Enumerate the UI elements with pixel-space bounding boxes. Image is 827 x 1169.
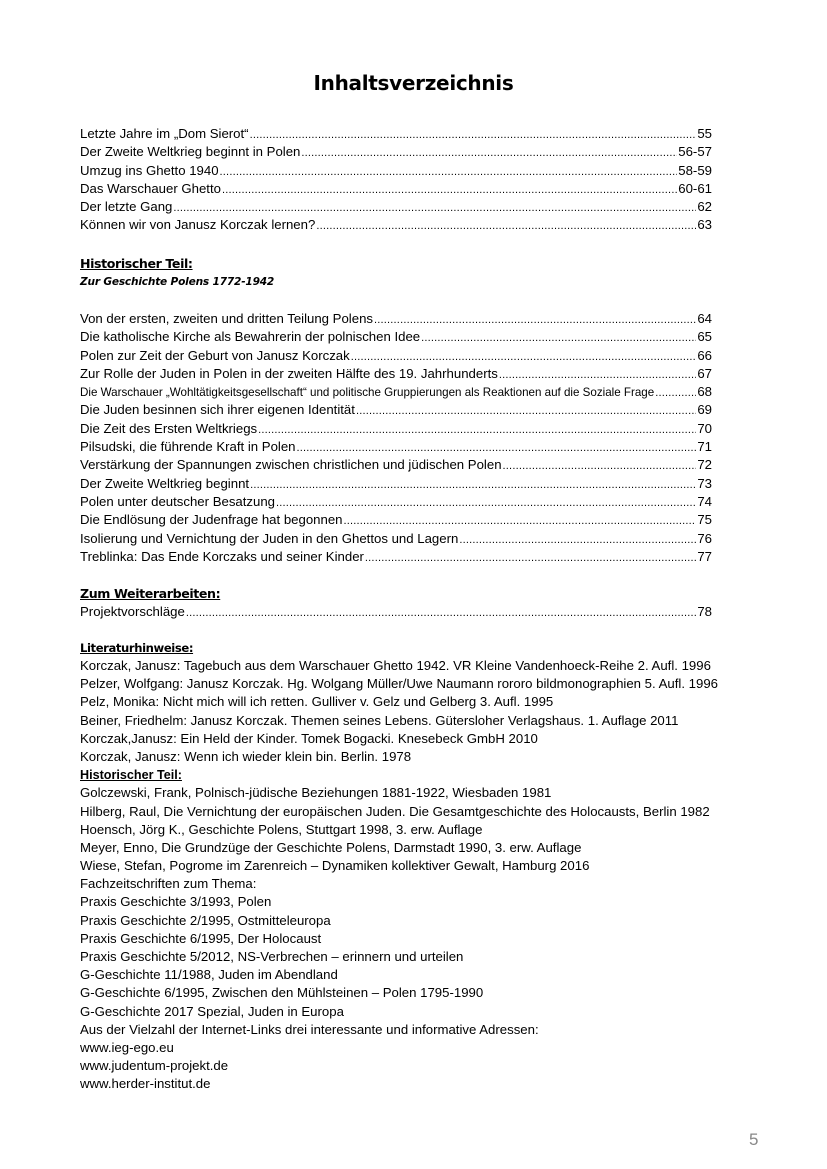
toc-entry[interactable] [80, 162, 712, 180]
toc-leader-dots [250, 476, 696, 494]
literature-entry: G-Geschichte 6/1995, Zwischen den Mühlsteinen – Polen 1795-1990 [80, 985, 484, 1001]
toc-leader-dots [351, 348, 697, 366]
toc-entry-title: Isolierung und Vernichtung der Juden in den Ghettos und Lagern [80, 530, 459, 546]
toc-entry-page: 55 [697, 126, 712, 141]
toc-entry[interactable] [80, 420, 712, 438]
toc-leader-dots [186, 604, 697, 622]
literature-entry: Beiner, Friedhelm: Janusz Korczak. Themen seines Lebens. Gütersloher Verlagshaus. 1. Auflage 2011 [80, 712, 679, 728]
literature-list [80, 657, 760, 1094]
toc-leader-dots [250, 126, 697, 144]
toc-leader-dots [276, 494, 696, 512]
toc-leader-dots [258, 421, 696, 439]
web-link[interactable]: www.judentum-projekt.de [80, 1058, 229, 1074]
literature-entry: G-Geschichte 2017 Spezial, Juden in Europa [80, 1003, 344, 1019]
toc-entry-page: 72 [697, 457, 712, 473]
toc-entry[interactable] [80, 475, 712, 493]
toc-entry-title: Können wir von Janusz Korczak lernen? [80, 217, 316, 233]
toc-entry-page: 64 [697, 311, 712, 326]
literature-entry: Hoensch, Jörg K., Geschichte Polens, Stuttgart 1998, 3. erw. Auflage [80, 821, 483, 837]
literature-entry: Korczak, Janusz: Wenn ich wieder klein bin. Berlin. 1978 [80, 748, 412, 764]
toc-entry[interactable] [80, 180, 712, 198]
toc-entry-title: Verstärkung der Spannungen zwischen christlichen und jüdischen Polen [80, 457, 502, 473]
toc-entry-page: 75 [697, 512, 712, 528]
literature-entry: Korczak,Janusz: Ein Held der Kinder. Tomek Bogacki. Knesebeck GmbH 2010 [80, 730, 538, 746]
toc-entry-page: 68 [697, 384, 712, 400]
toc-entry-title: Pilsudski, die führende Kraft in Polen [80, 439, 296, 455]
literature-entry: Pelzer, Wolfgang: Janusz Korczak. Hg. Wolgang Müller/Uwe Naumann rororo bildmonographien 5. Aufl. 1996 [80, 676, 718, 692]
toc-leader-dots [220, 163, 678, 181]
toc-leader-dots [655, 384, 696, 402]
literature-entry: Meyer, Enno, Die Grundzüge der Geschichte Polens, Darmstadt 1990, 3. erw. Auflage [80, 839, 582, 855]
toc-entry-page: 56-57 [678, 144, 712, 160]
toc-entry-title: Projektvorschläge [80, 604, 185, 619]
literature-subheading: Historischer Teil: [80, 768, 182, 783]
toc-entry-page: 77 [697, 548, 712, 564]
toc-entry-title: Der Zweite Weltkrieg beginnt [80, 475, 250, 491]
toc-entry[interactable] [80, 511, 712, 529]
literature-entry: Golczewski, Frank, Polnisch-jüdische Beziehungen 1881-1922, Wiesbaden 1981 [80, 785, 552, 801]
toc-entry-page: 70 [697, 420, 712, 436]
toc-leader-dots [421, 329, 696, 347]
toc-entry[interactable] [80, 603, 712, 621]
toc-entry[interactable] [80, 198, 712, 216]
toc-entry-title: Letzte Jahre im „Dom Sierot“ [80, 126, 249, 141]
toc-leader-dots [374, 311, 696, 329]
toc-leader-dots [316, 217, 696, 235]
toc-leader-dots [297, 439, 697, 457]
toc-entry[interactable] [80, 143, 712, 161]
literature-entry: Wiese, Stefan, Pogrome im Zarenreich – Dynamiken kollektiver Gewalt, Hamburg 2016 [80, 858, 590, 874]
toc-entry-title: Die Juden besinnen sich ihrer eigenen Identität [80, 402, 355, 418]
toc-entry-page: 71 [697, 439, 712, 455]
section-heading-weiterarbeiten: Zum Weiterarbeiten: [80, 586, 221, 601]
toc-entry-title: Das Warschauer Ghetto [80, 180, 221, 196]
toc-entry-page: 76 [697, 530, 712, 546]
toc-entry-title: Der Zweite Weltkrieg beginnt in Polen [80, 144, 301, 160]
toc-leader-dots [222, 181, 677, 199]
literature-entry: Korczak, Janusz: Tagebuch aus dem Warschauer Ghetto 1942. VR Kleine Vandenhoeck-Reihe 2. Aufl. 1996 [80, 658, 711, 673]
toc-entry-title: Der letzte Gang [80, 199, 173, 215]
toc-entry-page: 67 [697, 365, 712, 381]
toc-entry[interactable] [80, 438, 712, 456]
toc-entry-title: Treblinka: Das Ende Korczaks und seiner Kinder [80, 548, 364, 564]
literature-entry: Pelz, Monika: Nicht mich will ich retten. Gulliver v. Gelz und Gelberg 3. Aufl. 1995 [80, 694, 554, 710]
toc-leader-dots [301, 144, 677, 162]
toc-leader-dots [503, 457, 697, 475]
toc-entry[interactable] [80, 310, 712, 328]
toc-entry[interactable] [80, 493, 712, 511]
literature-entry: Aus der Vielzahl der Internet-Links drei interessante und informative Adressen: [80, 1021, 539, 1037]
toc-entry-page: 62 [697, 199, 712, 215]
toc-leader-dots [499, 366, 696, 384]
literature-entry: Praxis Geschichte 5/2012, NS-Verbrechen – erinnern und urteilen [80, 949, 464, 964]
toc-entry[interactable] [80, 401, 712, 419]
toc-section-biography [80, 125, 712, 235]
toc-section-projects [80, 603, 712, 621]
toc-entry[interactable] [80, 347, 712, 365]
toc-entry-title: Polen unter deutscher Besatzung [80, 493, 276, 509]
toc-entry[interactable] [80, 456, 712, 474]
toc-entry[interactable] [80, 328, 712, 346]
toc-entry-page: 78 [697, 604, 712, 619]
page-number: 5 [749, 1130, 759, 1149]
web-link[interactable]: www.herder-institut.de [80, 1076, 211, 1092]
toc-section-history [80, 310, 712, 566]
toc-entry[interactable] [80, 365, 712, 383]
toc-entry-title: Die Warschauer „Wohltätigkeitsgesellschaft“ und politische Gruppierungen als Reaktionen auf die Soziale Frage [80, 386, 655, 400]
toc-leader-dots [173, 199, 696, 217]
toc-entry[interactable] [80, 216, 712, 234]
toc-entry-title: Die Endlösung der Judenfrage hat begonnen [80, 512, 343, 528]
literature-entry: Praxis Geschichte 3/1993, Polen [80, 894, 272, 910]
toc-entry[interactable] [80, 530, 712, 548]
toc-entry-page: 63 [697, 217, 712, 233]
literature-entry: Praxis Geschichte 2/1995, Ostmitteleuropa [80, 912, 331, 928]
toc-entry[interactable] [80, 548, 712, 566]
toc-entry-page: 69 [697, 402, 712, 418]
toc-entry-title: Von der ersten, zweiten und dritten Teilung Polens [80, 311, 374, 326]
toc-entry[interactable] [80, 125, 712, 143]
web-link[interactable]: www.ieg-ego.eu [80, 1039, 174, 1055]
section-heading-historisch: Historischer Teil: [80, 256, 193, 271]
literature-entry: Hilberg, Raul, Die Vernichtung der europäischen Juden. Die Gesamtgeschichte des Holocausts, Berlin 1982 [80, 803, 710, 819]
toc-entry[interactable] [80, 383, 712, 401]
section-subheading: Zur Geschichte Polens 1772-1942 [80, 276, 275, 288]
section-heading-literatur: Literaturhinweise: [80, 641, 194, 655]
toc-entry-page: 58-59 [678, 162, 712, 178]
toc-entry-page: 60-61 [678, 180, 712, 196]
toc-leader-dots [344, 512, 697, 530]
literature-entry: Fachzeitschriften zum Thema: [80, 876, 257, 892]
toc-entry-title: Umzug ins Ghetto 1940 [80, 162, 219, 178]
toc-entry-page: 73 [697, 475, 712, 491]
toc-entry-page: 66 [697, 347, 712, 363]
toc-entry-title: Polen zur Zeit der Geburt von Janusz Korczak [80, 347, 350, 363]
toc-leader-dots [459, 531, 696, 549]
toc-entry-page: 74 [697, 493, 712, 509]
toc-leader-dots [356, 402, 696, 420]
literature-entry: G-Geschichte 11/1988, Juden im Abendland [80, 967, 338, 983]
page-title: Inhaltsverzeichnis [313, 71, 514, 95]
toc-leader-dots [365, 549, 696, 567]
literature-entry: Praxis Geschichte 6/1995, Der Holocaust [80, 930, 322, 946]
toc-entry-title: Die Zeit des Ersten Weltkriegs [80, 420, 258, 436]
toc-entry-title: Zur Rolle der Juden in Polen in der zweiten Hälfte des 19. Jahrhunderts [80, 365, 498, 381]
toc-entry-title: Die katholische Kirche als Bewahrerin der polnischen Idee [80, 329, 421, 345]
toc-entry-page: 65 [697, 329, 712, 345]
